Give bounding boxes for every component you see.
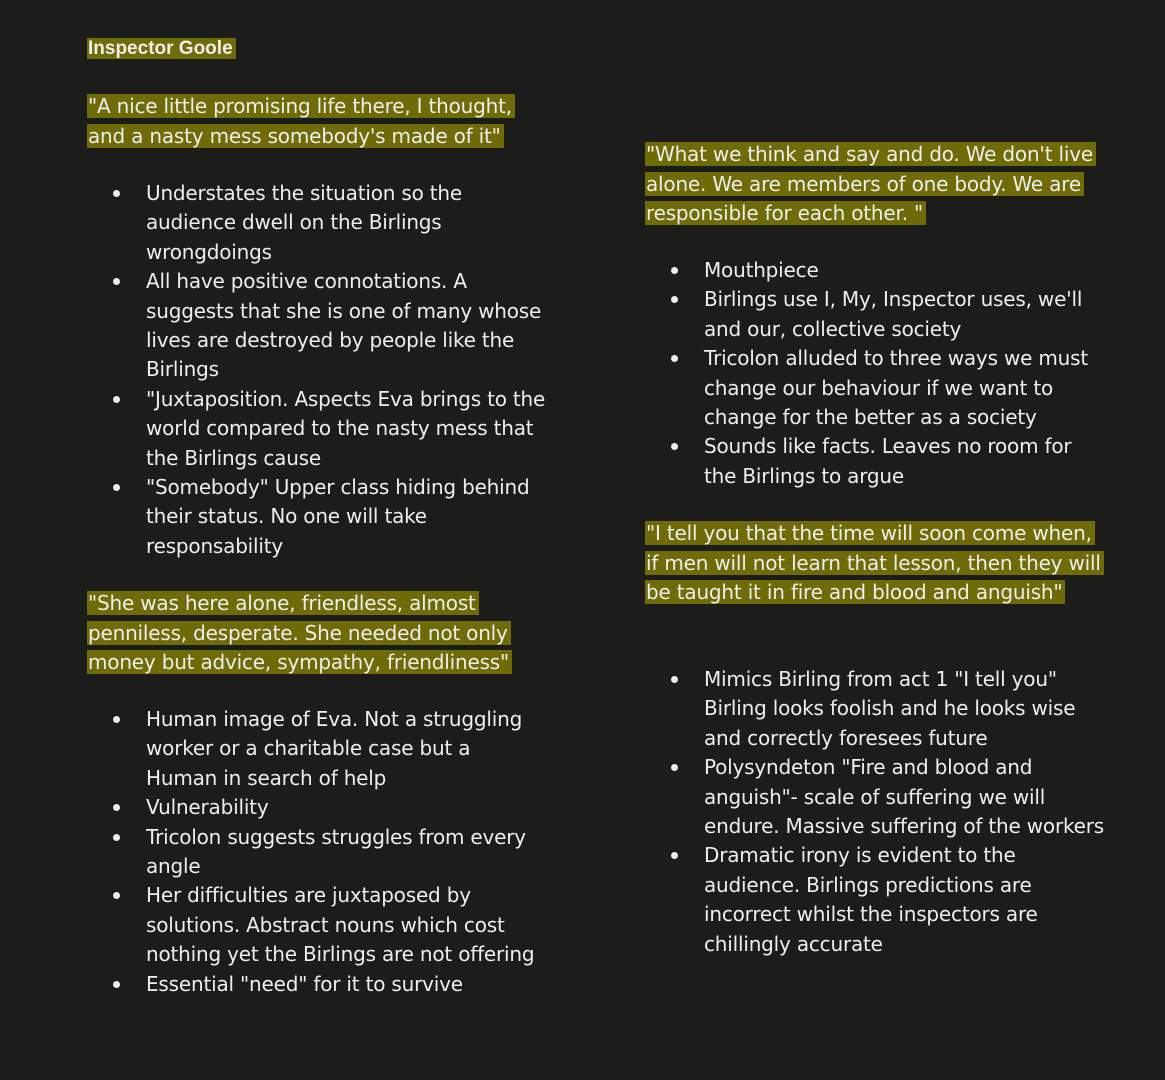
bullet-icon <box>671 852 678 859</box>
list-item: Mouthpiece <box>645 256 1105 285</box>
analysis-list <box>645 256 1105 491</box>
list-item: "Somebody" Upper class hiding behind their status. No one will take responsability <box>87 473 547 561</box>
bullet-icon <box>671 267 678 274</box>
quote-block <box>87 92 527 151</box>
bullet-icon <box>113 190 120 197</box>
bullet-icon <box>671 443 678 450</box>
quote-block <box>645 140 1100 229</box>
bullet-icon <box>671 355 678 362</box>
page-title-text: Inspector Goole <box>87 38 236 59</box>
bullet-icon <box>671 296 678 303</box>
list-item: Tricolon suggests struggles from every angle <box>87 823 547 882</box>
bullet-icon <box>671 676 678 683</box>
list-item: Vulnerability <box>87 793 547 822</box>
list-item: Understates the situation so the audience dwell on the Birlings wrongdoings <box>87 179 547 267</box>
list-item: Her difficulties are juxtaposed by solutions. Abstract nouns which cost nothing yet the Birlings are not offering <box>87 881 547 969</box>
bullet-icon <box>113 278 120 285</box>
bullet-icon <box>113 804 120 811</box>
list-item: All have positive connotations. A suggests that she is one of many whose lives are destroyed by people like the Birlings <box>87 267 547 385</box>
page-title <box>87 34 236 64</box>
bullet-icon <box>113 892 120 899</box>
quote-text: "She was here alone, friendless, almost penniless, desperate. She needed not only money but advice, sympathy, friendliness" <box>87 591 512 674</box>
bullet-icon <box>113 484 120 491</box>
list-item: Mimics Birling from act 1 "I tell you" Birling looks foolish and he looks wise and correctly foresees future <box>645 665 1105 753</box>
list-item: Essential "need" for it to survive <box>87 970 547 999</box>
list-item: Birlings use I, My, Inspector uses, we'll and our, collective society <box>645 285 1105 344</box>
analysis-list <box>645 665 1105 959</box>
quote-text: "I tell you that the time will soon come when, if men will not learn that lesson, then they will be taught it in fire and blood and anguish" <box>645 521 1104 604</box>
list-item: Tricolon alluded to three ways we must change our behaviour if we want to change for the better as a society <box>645 344 1105 432</box>
list-item: Human image of Eva. Not a struggling worker or a charitable case but a Human in search of help <box>87 705 547 793</box>
quote-text: "What we think and say and do. We don't live alone. We are members of one body. We are responsible for each other. " <box>645 142 1096 225</box>
analysis-list <box>87 705 547 999</box>
list-item: Polysyndeton "Fire and blood and anguish"- scale of suffering we will endure. Massive suffering of the workers <box>645 753 1105 841</box>
list-item: Dramatic irony is evident to the audience. Birlings predictions are incorrect whilst the inspectors are chillingly accurate <box>645 841 1105 959</box>
bullet-icon <box>113 396 120 403</box>
analysis-list <box>87 179 547 561</box>
bullet-icon <box>113 981 120 988</box>
quote-text: "A nice little promising life there, I thought, and a nasty mess somebody's made of it" <box>87 94 515 148</box>
quote-block <box>645 519 1105 608</box>
quote-block <box>87 589 517 678</box>
bullet-icon <box>113 716 120 723</box>
list-item: "Juxtaposition. Aspects Eva brings to the world compared to the nasty mess that the Birlings cause <box>87 385 547 473</box>
list-item: Sounds like facts. Leaves no room for the Birlings to argue <box>645 432 1105 491</box>
bullet-icon <box>113 834 120 841</box>
bullet-icon <box>671 764 678 771</box>
